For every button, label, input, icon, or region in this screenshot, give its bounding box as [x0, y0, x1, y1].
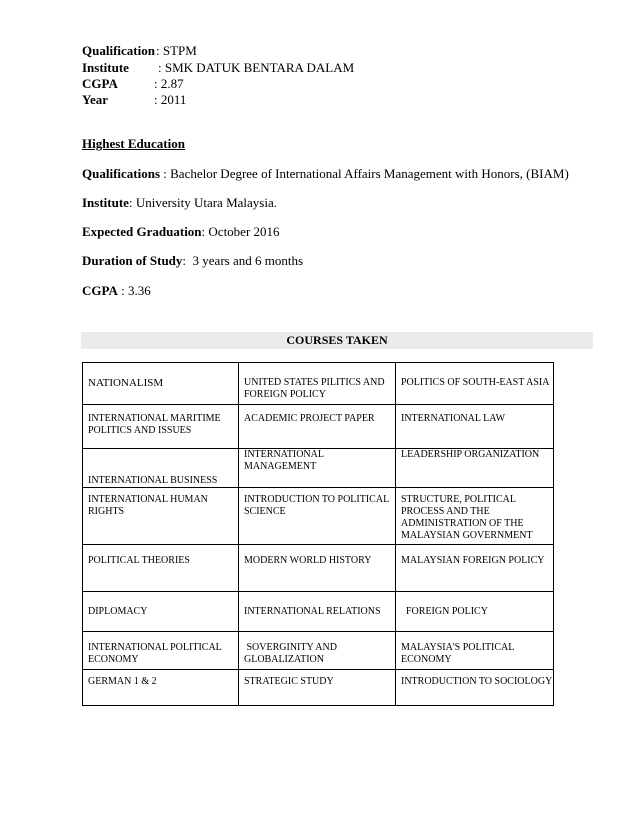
course-cell: [239, 405, 396, 449]
course-cell: [396, 488, 554, 545]
course-name: INTRODUCTION TO POLITICAL SCIENCE: [244, 494, 389, 517]
cgpa-line: [82, 283, 151, 299]
cgpa-line-value: : 3.36: [117, 283, 151, 298]
course-name: LEADERSHIP ORGANIZATION: [401, 449, 540, 460]
table-row: [83, 670, 554, 706]
institute-line-label: Institute: [82, 195, 129, 210]
cgpa-line-label: CGPA: [82, 283, 118, 298]
institute-line: [82, 195, 277, 211]
course-name: STRATEGIC STUDY: [244, 676, 334, 687]
course-name: SOVERGINITY AND GLOBALIZATION: [244, 642, 340, 665]
course-cell: [239, 670, 396, 706]
course-cell: [396, 670, 554, 706]
highest-education-heading: Highest Education: [82, 136, 185, 151]
course-name: INTERNATIONAL POLITICAL ECONOMY: [88, 642, 222, 665]
table-row: [83, 545, 554, 592]
qualification-value: : STPM: [156, 43, 197, 58]
course-cell: [396, 545, 554, 592]
course-cell: [239, 449, 396, 488]
course-name: STRUCTURE, POLITICAL PROCESS AND THE ADMINISTRATION OF THE MALAYSIAN GOVERNMENT: [401, 494, 533, 541]
course-name: INTERNATIONAL BUSINESS: [88, 475, 218, 486]
duration-line: [82, 253, 303, 269]
table-row: [83, 405, 554, 449]
courses-title: COURSES TAKEN: [286, 333, 388, 347]
course-cell: [396, 363, 554, 405]
qualifications-value: : Bachelor Degree of International Affairs Management with Honors, (BIAM): [160, 166, 569, 181]
course-cell: [396, 405, 554, 449]
year-row: [82, 92, 187, 108]
institute-value: : SMK DATUK BENTARA DALAM: [158, 60, 355, 75]
course-cell: [239, 488, 396, 545]
cgpa-label: CGPA: [82, 76, 118, 91]
course-name: NATIONALISM: [88, 377, 164, 389]
cgpa-row: [82, 76, 184, 92]
course-name: DIPLOMACY: [88, 606, 148, 617]
course-name: MALAYSIAN FOREIGN POLICY: [401, 555, 545, 566]
duration-label: Duration of Study: [82, 253, 183, 268]
course-name: GERMAN 1 & 2: [88, 676, 157, 687]
table-row: [83, 592, 554, 632]
course-name: MALAYSIA'S POLITICAL ECONOMY: [401, 642, 515, 665]
year-label: Year: [82, 92, 108, 107]
year-value: : 2011: [154, 92, 187, 107]
course-cell: [83, 632, 239, 670]
course-cell: [83, 488, 239, 545]
course-name: POLITICS OF SOUTH-EAST ASIA: [401, 377, 550, 388]
table-row: [83, 488, 554, 545]
courses-banner: [81, 332, 593, 349]
course-cell: [396, 449, 554, 488]
course-cell: [83, 545, 239, 592]
course-name: FOREIGN POLICY: [401, 606, 488, 617]
table-row: [83, 363, 554, 405]
table-row: [83, 449, 554, 488]
course-cell: [83, 449, 239, 488]
institute-line-value: : University Utara Malaysia.: [128, 195, 277, 210]
course-cell: [239, 632, 396, 670]
course-cell: [396, 632, 554, 670]
courses-table: [82, 362, 554, 706]
qualification-label: Qualification: [82, 43, 155, 58]
course-name: POLITICAL THEORIES: [88, 555, 190, 566]
course-name: ACADEMIC PROJECT PAPER: [244, 413, 375, 424]
duration-value: : 3 years and 6 months: [182, 253, 304, 268]
graduation-label: Expected Graduation: [82, 224, 202, 239]
qualifications-label: Qualifications: [82, 166, 161, 181]
graduation-line: [82, 224, 280, 240]
course-cell: [239, 545, 396, 592]
cgpa-value: : 2.87: [154, 76, 184, 91]
course-cell: [83, 405, 239, 449]
course-name: INTERNATIONAL RELATIONS: [244, 606, 381, 617]
course-cell: [83, 363, 239, 405]
graduation-value: : October 2016: [201, 224, 280, 239]
course-cell: [83, 670, 239, 706]
table-row: [83, 632, 554, 670]
course-name: INTERNATIONAL LAW: [401, 413, 506, 424]
course-cell: [396, 592, 554, 632]
institute-row: [82, 60, 355, 76]
course-cell: [239, 363, 396, 405]
course-name: INTRODUCTION TO SOCIOLOGY: [401, 676, 553, 687]
course-name: UNITED STATES PILITICS AND FOREIGN POLICY: [244, 377, 385, 400]
institute-label: Institute: [82, 60, 129, 75]
course-name: MODERN WORLD HISTORY: [244, 555, 372, 566]
course-cell: [83, 592, 239, 632]
course-name: INTERNATIONAL MANAGEMENT: [244, 449, 324, 472]
course-cell: [239, 592, 396, 632]
qualification-row: [82, 43, 197, 59]
qualifications-line: [82, 166, 569, 182]
course-name: INTERNATIONAL MARITIME POLITICS AND ISSUES: [88, 413, 221, 436]
course-name: INTERNATIONAL HUMAN RIGHTS: [88, 494, 208, 517]
